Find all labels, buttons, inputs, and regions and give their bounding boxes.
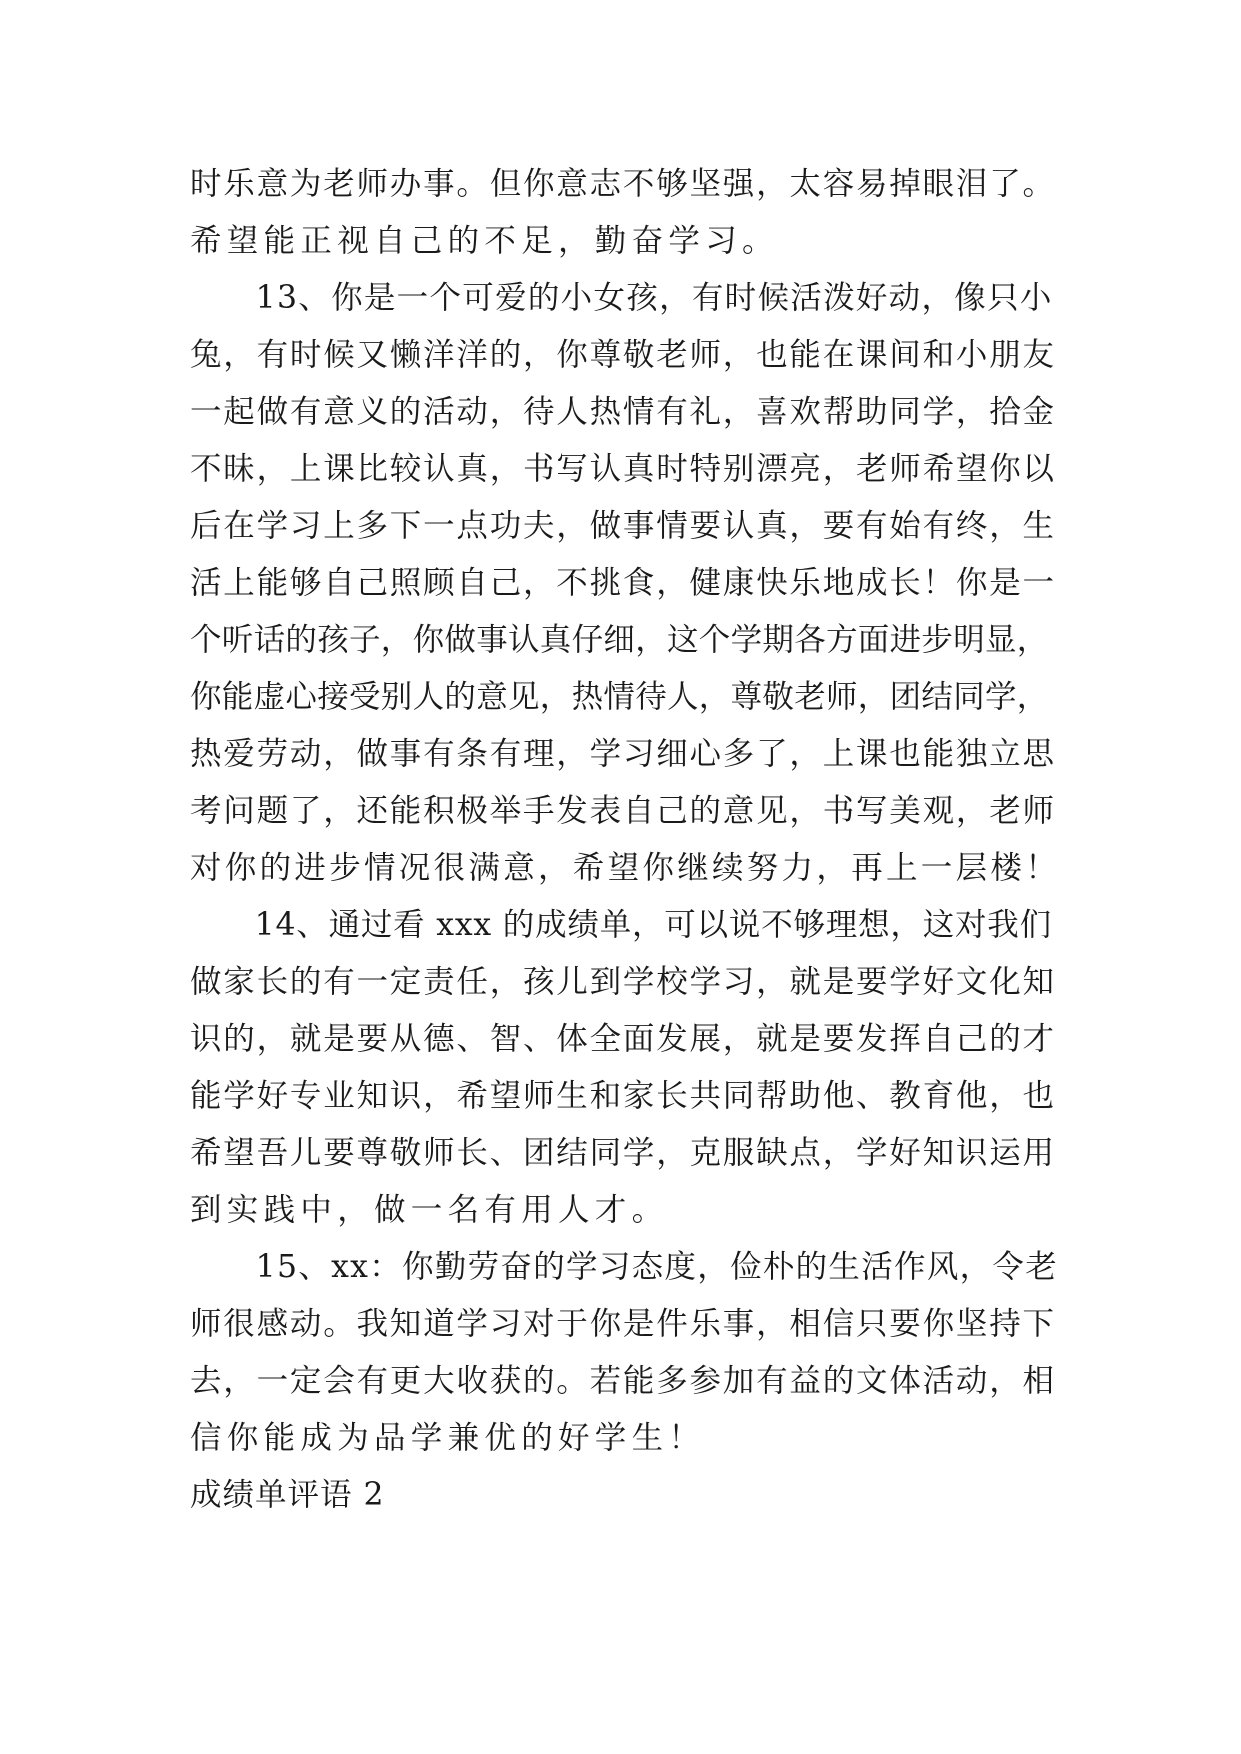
text-line: 14、通过看 xxx 的成绩单，可以说不够理想，这对我们 bbox=[190, 907, 1052, 943]
text-line: 希望吾儿要尊敬师长、团结同学，克服缺点，学好知识运用 bbox=[190, 1135, 1056, 1171]
text-line: 时乐意为老师办事。但你意志不够坚强，太容易掉眼泪了。 bbox=[190, 166, 1056, 202]
text-line: 做家长的有一定责任，孩儿到学校学习，就是要学好文化知 bbox=[190, 964, 1056, 1000]
text-line: 13、你是一个可爱的小女孩，有时候活泼好动，像只小 bbox=[190, 280, 1053, 316]
text-line: 识的，就是要从德、智、体全面发展，就是要发挥自己的才 bbox=[190, 1021, 1056, 1057]
text-line: 你能虚心接受别人的意见，热情待人，尊敬老师，团结同学， bbox=[190, 679, 1049, 715]
text-line: 对你的进步情况很满意，希望你继续努力，再上一层楼！ bbox=[190, 850, 1061, 886]
text-line: 考问题了，还能积极举手发表自己的意见，书写美观，老师 bbox=[190, 793, 1056, 829]
text-line: 不昧，上课比较认真，书写认真时特别漂亮，老师希望你以 bbox=[190, 451, 1056, 487]
text-line: 一起做有意义的活动，待人热情有礼，喜欢帮助同学，拾金 bbox=[190, 394, 1056, 430]
text-line: 热爱劳动，做事有条有理，学习细心多了，上课也能独立思 bbox=[190, 736, 1056, 772]
text-line: 信你能成为品学兼优的好学生！ bbox=[190, 1420, 706, 1456]
text-line: 能学好专业知识，希望师生和家长共同帮助他、教育他，也 bbox=[190, 1078, 1056, 1114]
text-line: 15、xx：你勤劳奋的学习态度，俭朴的生活作风，令老 bbox=[190, 1249, 1059, 1285]
section-heading: 成绩单评语 2 bbox=[190, 1477, 385, 1513]
text-line: 去，一定会有更大收获的。若能多参加有益的文体活动，相 bbox=[190, 1363, 1056, 1399]
text-line: 师很感动。我知道学习对于你是件乐事，相信只要你坚持下 bbox=[190, 1306, 1056, 1342]
text-line: 活上能够自己照顾自己，不挑食，健康快乐地成长！你是一 bbox=[190, 565, 1056, 601]
text-line: 后在学习上多下一点功夫，做事情要认真，要有始有终，生 bbox=[190, 508, 1056, 544]
text-line: 到实践中，做一名有用人才。 bbox=[190, 1192, 669, 1228]
document-body bbox=[190, 156, 1061, 1524]
text-line: 兔，有时候又懒洋洋的，你尊敬老师，也能在课间和小朋友 bbox=[190, 337, 1056, 373]
text-line: 个听话的孩子，你做事认真仔细，这个学期各方面进步明显， bbox=[190, 622, 1049, 658]
text-line: 希望能正视自己的不足，勤奋学习。 bbox=[190, 223, 779, 259]
